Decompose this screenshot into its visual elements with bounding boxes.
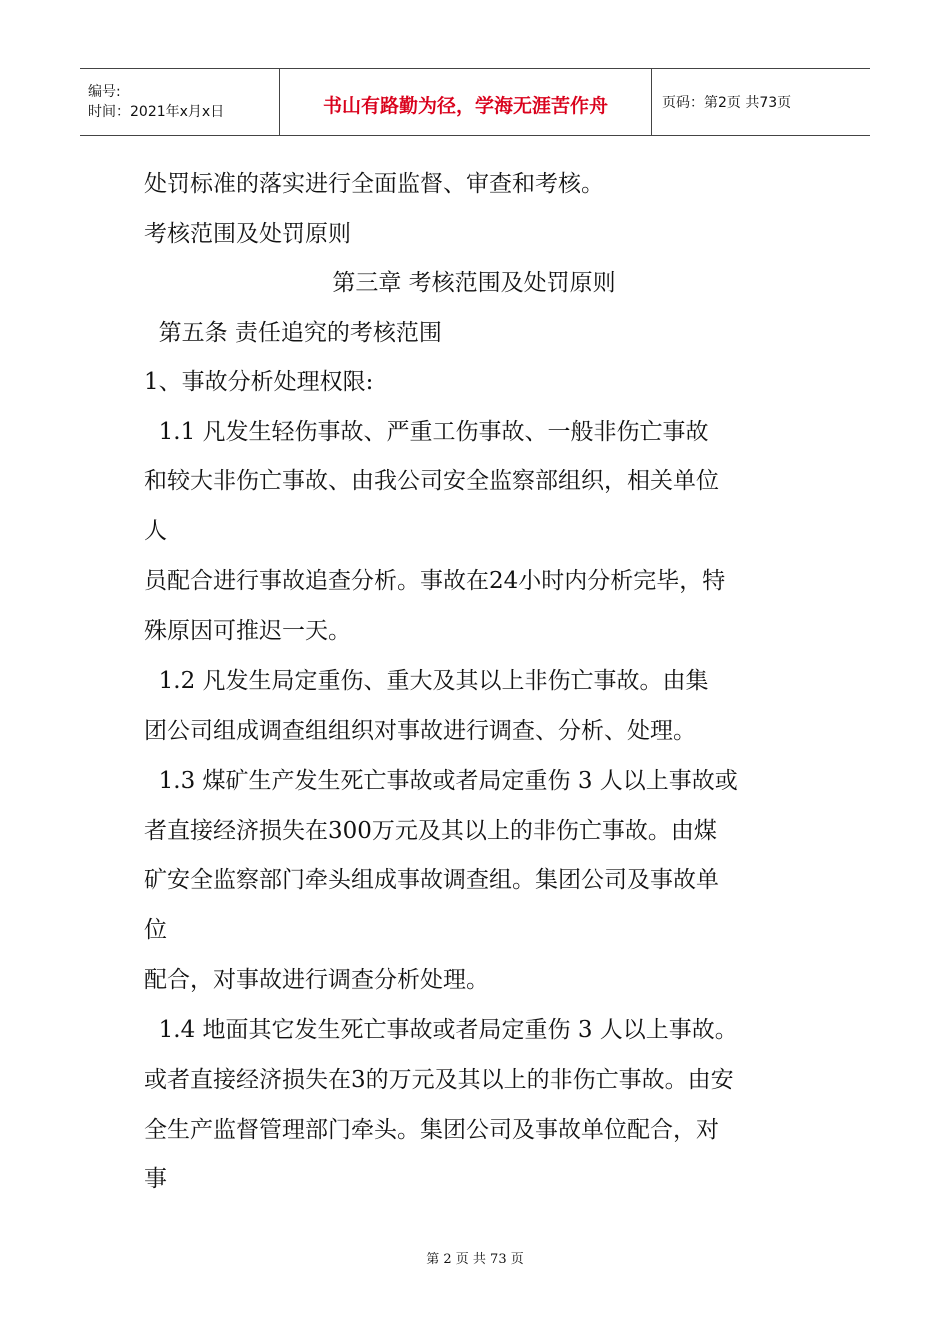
body-line: 事 [144,1166,167,1192]
header-motto [280,69,652,135]
time-label: 时间：2021年x月x日 [88,104,225,120]
body-line: 者直接经济损失在300万元及其以上的非伤亡事故。由煤 [144,818,717,844]
header-page-info [652,69,870,135]
body-line: 团公司组成调查组组织对事故进行调查、分析、处理。 [144,718,696,744]
body-line: 1.2 凡发生局定重伤、重大及其以上非伤亡事故。由集 [144,668,709,694]
body-line: 位 [144,917,167,943]
body-line: 配合，对事故进行调查分析处理。 [144,967,489,993]
motto-text: 书山有路勤为径，学海无涯苦作舟 [322,94,608,117]
body-line: 全生产监督管理部门牵头。集团公司及事故单位配合，对 [144,1117,719,1143]
body-line: 和较大非伤亡事故、由我公司安全监察部组织，相关单位 [144,468,719,494]
section-label: 考核范围及处罚原则 [144,221,351,247]
body-line: 或者直接经济损失在3的万元及其以上的非伤亡事故。由安 [144,1067,734,1093]
chapter-title: 第三章 考核范围及处罚原则 [332,270,616,296]
body-line: 1.3 煤矿生产发生死亡事故或者局定重伤 3 人以上事故或 [144,768,738,794]
body-line: 员配合进行事故追查分析。事故在24小时内分析完毕，特 [144,568,726,594]
article-title: 第五条 责任追究的考核范围 [144,320,442,346]
serial-label: 编号: [88,84,121,100]
header-meta [80,69,280,135]
body-line: 殊原因可推迟一天。 [144,618,351,644]
body-line: 1.4 地面其它发生死亡事故或者局定重伤 3 人以上事故。 [144,1017,738,1043]
footer-page-number: 第 2 页 共 73 页 [426,1252,524,1267]
page-footer [0,1248,950,1267]
body-line: 矿安全监察部门牵头组成事故调查组。集团公司及事故单 [144,867,719,893]
body-line: 处罚标准的落实进行全面监督、审查和考核。 [144,171,604,197]
body-line: 1、事故分析处理权限: [144,369,374,395]
page-header [80,68,870,136]
body-line: 1.1 凡发生轻伤事故、严重工伤事故、一般非伤亡事故 [144,419,709,445]
body-line: 人 [144,518,167,544]
page-info-text: 页码：第2页 共73页 [662,95,792,111]
